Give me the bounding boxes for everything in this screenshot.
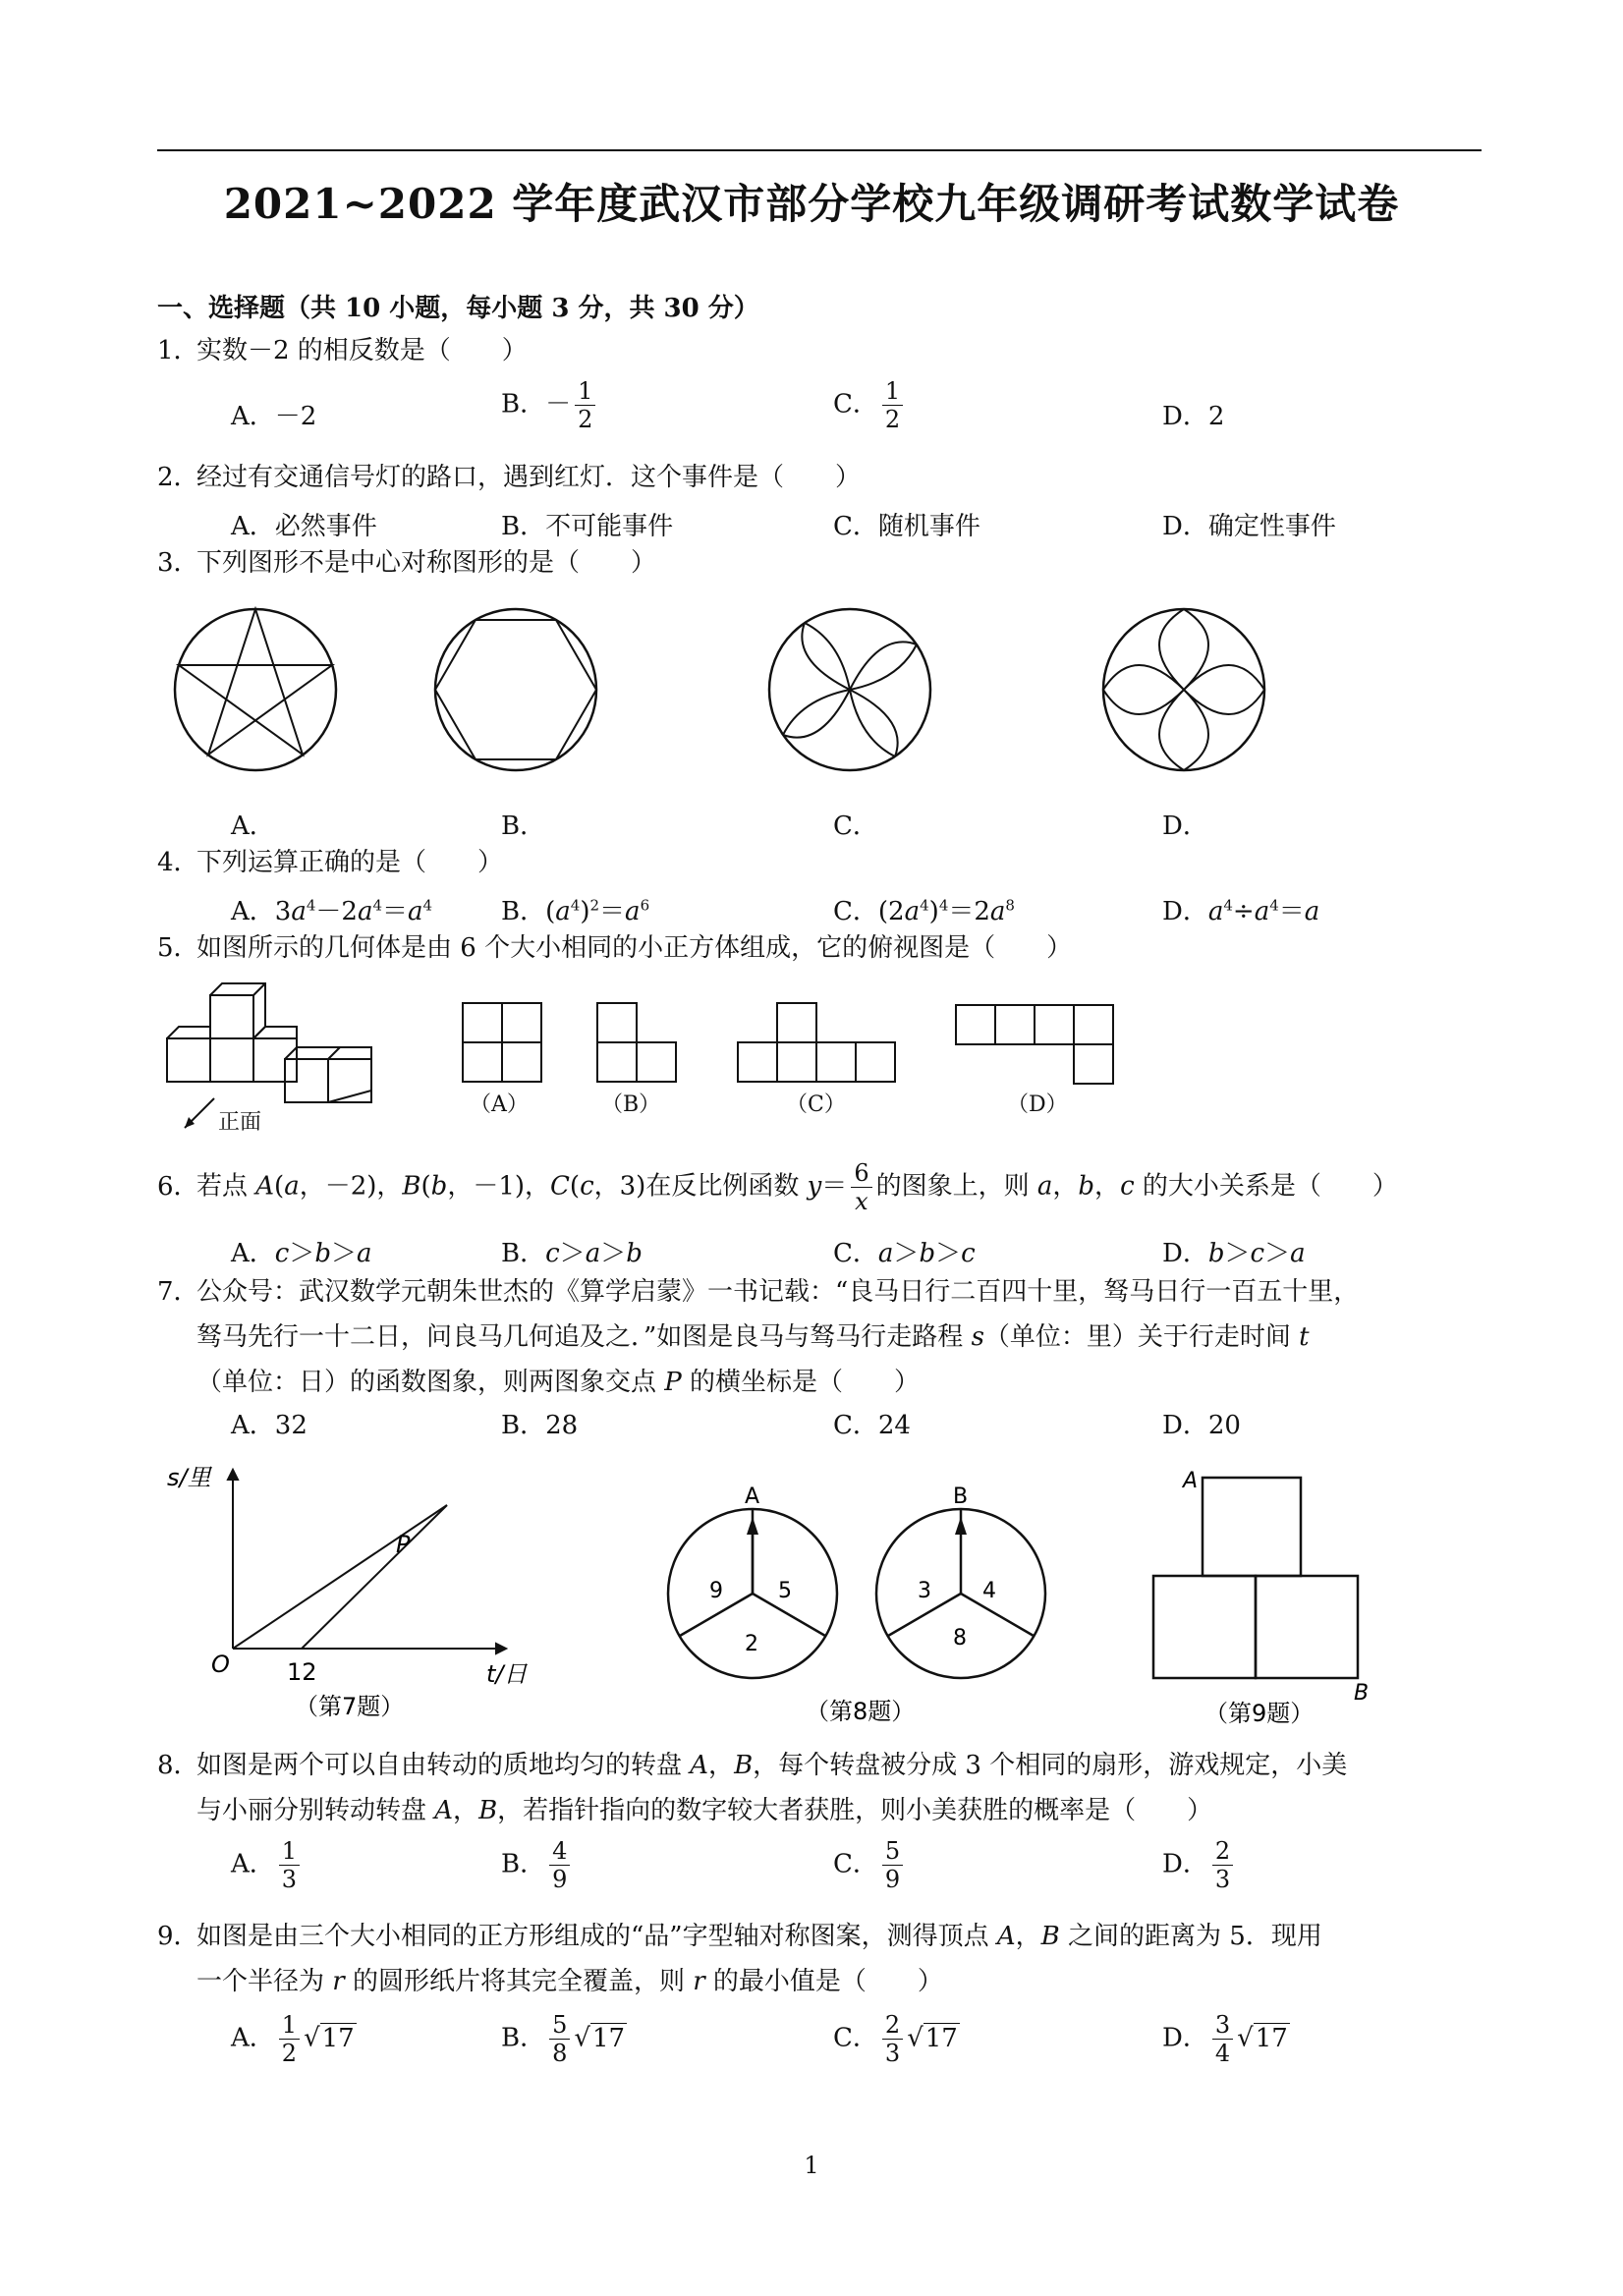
question-9-line-2: 一个半径为 r 的圆形纸片将其完全覆盖，则 r 的最小值是（ ） bbox=[196, 1967, 943, 1996]
figure-7-graph bbox=[162, 1454, 535, 1729]
q6-option-c: C．a＞b＞c bbox=[833, 1239, 976, 1268]
q1-option-b: B．－ $\frac{1}{2}$ bbox=[501, 377, 599, 433]
hexagon-circle-figure bbox=[427, 601, 604, 778]
question-7-line-3: （单位：日）的函数图象，则两图象交点 P 的横坐标是（ ） bbox=[196, 1368, 921, 1397]
fig7-caption: （第7题） bbox=[295, 1693, 405, 1720]
spinner-a-num-2: 5 bbox=[778, 1579, 792, 1603]
q1-option-a: A．－2 bbox=[231, 402, 317, 431]
q2-option-d: D．确定性事件 bbox=[1162, 512, 1336, 541]
top-rule bbox=[157, 149, 1482, 151]
q9-option-a: A． $\frac{1}{2}$ √17 bbox=[231, 2011, 355, 2067]
figure-8-spinners bbox=[658, 1484, 1071, 1739]
spinner-b-num-3: 8 bbox=[953, 1626, 967, 1651]
fig8-caption: （第8题） bbox=[806, 1698, 916, 1725]
curved-petal-figure-c bbox=[761, 601, 938, 778]
question-2: 2．经过有交通信号灯的路口，遇到红灯．这个事件是（ ） bbox=[157, 463, 862, 492]
view-label-a: （A） bbox=[470, 1092, 529, 1117]
q4-option-c: C．$(2a^4)^4=2a^8$ bbox=[833, 896, 1015, 926]
spinner-b-num-2: 4 bbox=[982, 1579, 996, 1603]
q9-option-b: B． $\frac{5}{8}$ √17 bbox=[501, 2011, 626, 2067]
q2-option-c: C．随机事件 bbox=[833, 512, 980, 541]
q3-option-d: D． bbox=[1162, 812, 1208, 841]
view-label-b: （B） bbox=[601, 1092, 661, 1117]
q3-option-a: A． bbox=[231, 812, 275, 841]
top-view-options bbox=[457, 997, 1017, 1095]
q4-option-b: B．$(a^4)^2=a^6$ bbox=[501, 896, 650, 926]
top-view-option-d bbox=[953, 1002, 1130, 1091]
q6-option-d: D．b＞c＞a bbox=[1162, 1239, 1306, 1268]
spinner-a-num-1: 9 bbox=[709, 1579, 723, 1603]
spinner-a-num-3: 2 bbox=[745, 1632, 758, 1656]
q6-option-a: A．c＞b＞a bbox=[231, 1239, 372, 1268]
question-3: 3．下列图形不是中心对称图形的是（ ） bbox=[157, 548, 657, 578]
q3-option-c: C． bbox=[833, 812, 878, 841]
question-7-line-2: 驽马先行一十二日，问良马几何追及之．”如图是良马与驽马行走路程 s（单位：里）关于行走时间 t bbox=[196, 1322, 1310, 1352]
q8-option-b: B． $\frac{4}{9}$ bbox=[501, 1837, 574, 1893]
fig9-caption: （第9题） bbox=[1204, 1700, 1315, 1727]
q8-option-a: A． $\frac{1}{3}$ bbox=[231, 1837, 304, 1893]
cube-solid-figure bbox=[157, 982, 373, 1140]
spinner-a-label: A bbox=[745, 1484, 760, 1509]
star-circle-figure bbox=[167, 601, 344, 778]
q2-option-a: A．必然事件 bbox=[231, 512, 377, 541]
figure-9-squares bbox=[1140, 1464, 1375, 1739]
page-number: 1 bbox=[804, 2152, 819, 2179]
question-7-line-1: 7．公众号：武汉数学元朝朱世杰的《算学启蒙》一书记载：“良马日行二百四十里，驽马日行一百五十里， bbox=[157, 1277, 1360, 1307]
page-title: 2021~2022 学年度武汉市部分学校九年级调研考试数学试卷 bbox=[223, 180, 1400, 228]
q1-option-d: D．2 bbox=[1162, 402, 1225, 431]
fig7-tick-12: 12 bbox=[287, 1658, 317, 1686]
q7-option-d: D．20 bbox=[1162, 1411, 1241, 1440]
q4-option-a: A．$3a^4-2a^4=a^4$ bbox=[231, 896, 433, 926]
question-4: 4．下列运算正确的是（ ） bbox=[157, 848, 504, 877]
fig7-point-p: P bbox=[396, 1531, 411, 1558]
fig7-y-label: s/里 bbox=[167, 1464, 211, 1491]
section-heading: 一、选择题（共 10 小题，每小题 3 分，共 30 分） bbox=[157, 294, 759, 323]
q9-option-d: D． $\frac{3}{4}$ √17 bbox=[1162, 2011, 1288, 2067]
fig7-origin: O bbox=[211, 1651, 230, 1678]
question-1: 1．实数－2 的相反数是（ ） bbox=[157, 336, 528, 365]
q8-option-d: D． $\frac{2}{3}$ bbox=[1162, 1837, 1237, 1893]
q7-option-b: B．28 bbox=[501, 1411, 579, 1440]
q6-option-b: B．c＞a＞b bbox=[501, 1239, 643, 1268]
q8-option-c: C． $\frac{5}{9}$ bbox=[833, 1837, 907, 1893]
question-9-line-1: 9．如图是由三个大小相同的正方形组成的“品”字型轴对称图案，测得顶点 A，B 之间的距离为 5．现用 bbox=[157, 1922, 1322, 1951]
question-8-line-1: 8．如图是两个可以自由转动的质地均匀的转盘 A，B，每个转盘被分成 3 个相同的扇形，游戏规定，小美 bbox=[157, 1751, 1348, 1780]
q7-option-c: C．24 bbox=[833, 1411, 911, 1440]
q7-option-a: A．32 bbox=[231, 1411, 308, 1440]
q2-option-b: B．不可能事件 bbox=[501, 512, 674, 541]
view-label-d: （D） bbox=[1007, 1092, 1068, 1117]
spinner-b-label: B bbox=[953, 1484, 969, 1509]
fig9-vertex-a: A bbox=[1183, 1469, 1199, 1493]
view-label-c: （C） bbox=[786, 1092, 846, 1117]
q1-option-c: C． $\frac{1}{2}$ bbox=[833, 377, 907, 433]
question-6: 6．若点 A(a，－2)，B(b，－1)，C(c，3)在反比例函数 y＝ $\frac{6}{x}$ 的图象上，则 a，b，c 的大小关系是（ ） bbox=[157, 1159, 1398, 1215]
spinner-b-num-1: 3 bbox=[918, 1579, 931, 1603]
q9-option-c: C． $\frac{2}{3}$ √17 bbox=[833, 2011, 958, 2067]
question-8-line-2: 与小丽分别转动转盘 A，B，若指针指向的数字较大者获胜，则小美获胜的概率是（ ） bbox=[196, 1796, 1213, 1825]
question-5: 5．如图所示的几何体是由 6 个大小相同的小正方体组成，它的俯视图是（ ） bbox=[157, 933, 1073, 963]
fig7-x-label: t/日 bbox=[486, 1660, 528, 1688]
q4-option-d: D．$a^4\div a^4=a$ bbox=[1162, 896, 1320, 926]
fig9-vertex-b: B bbox=[1354, 1681, 1370, 1706]
q3-option-b: B． bbox=[501, 812, 546, 841]
front-label: 正面 bbox=[218, 1110, 262, 1135]
four-petal-figure-d bbox=[1095, 601, 1272, 778]
